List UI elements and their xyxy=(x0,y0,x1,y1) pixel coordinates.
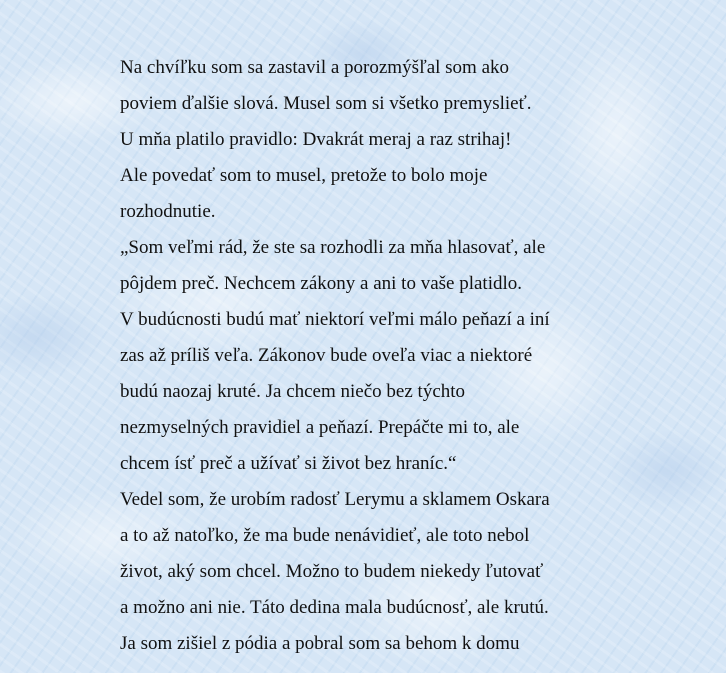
text-line: nezmyselných pravidiel a peňazí. Prepáčte mi to, ale xyxy=(120,417,520,438)
text-line: a to až natoľko, že ma bude nenávidieť, ale toto nebol xyxy=(120,525,530,546)
text-line: U mňa platilo pravidlo: Dvakrát meraj a raz strihaj! xyxy=(120,129,512,150)
text-line: pôjdem preč. Nechcem zákony a ani to vaše platidlo. xyxy=(120,273,523,294)
text-line: život, aký som chcel. Možno to budem niekedy ľutovať xyxy=(120,561,544,582)
document-page xyxy=(120,50,640,662)
text-line: budú naozaj kruté. Ja chcem niečo bez týchto xyxy=(120,381,466,402)
text-line: Vedel som, že urobím radosť Lerymu a sklamem Oskara xyxy=(120,489,550,510)
text-line: Ale povedať som to musel, pretože to bolo moje xyxy=(120,165,488,186)
text-line: „Som veľmi rád, že ste sa rozhodli za mňa hlasovať, ale xyxy=(120,237,546,258)
text-line: V budúcnosti budú mať niektorí veľmi málo peňazí a iní xyxy=(120,309,550,330)
text-line: zas až príliš veľa. Zákonov bude oveľa viac a niektoré xyxy=(120,345,533,366)
text-line: Ja som zišiel z pódia a pobral som sa behom k domu xyxy=(120,633,520,654)
text-line: poviem ďalšie slová. Musel som si všetko premyslieť. xyxy=(120,93,532,114)
text-line: chcem ísť preč a užívať si život bez hraníc.“ xyxy=(120,453,457,474)
text-line: Na chvíľku som sa zastavil a porozmýšľal som ako xyxy=(120,57,510,78)
text-line: rozhodnutie. xyxy=(120,201,216,222)
text-line: a možno ani nie. Táto dedina mala budúcnosť, ale krutú. xyxy=(120,597,549,618)
